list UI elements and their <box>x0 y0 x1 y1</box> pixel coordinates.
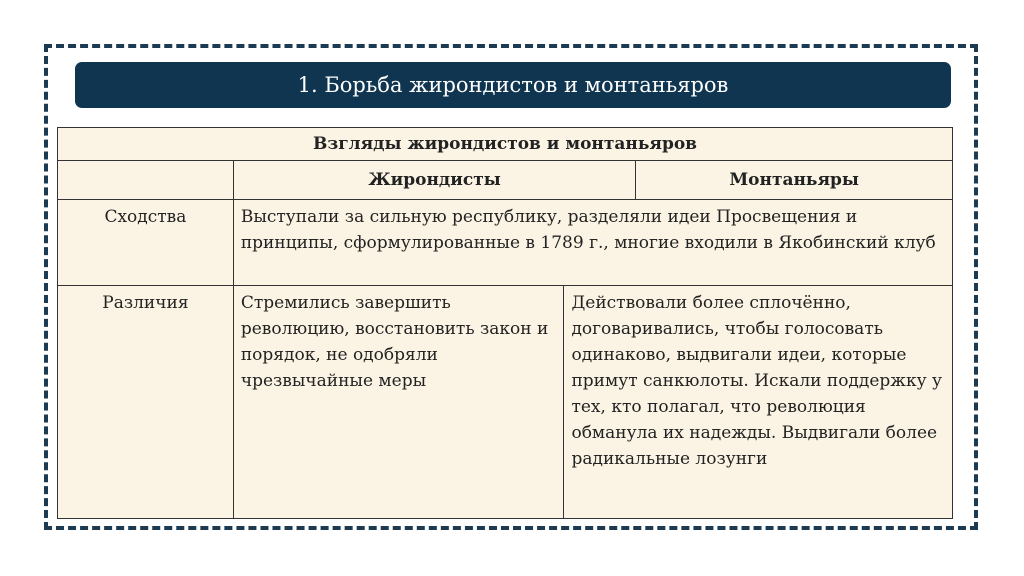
girondins-differences-text: Стремились завершить революцию, восстановить закон и порядок, не одобряли чрезвычайные меры <box>233 286 564 519</box>
table-caption: Взгляды жирондистов и монтаньяров <box>58 128 953 161</box>
montagnards-differences-text: Действовали более сплочённо, договаривались, чтобы голосовать одинаково, выдвигали идеи, которые примут санкюлоты. Искали поддержку у тех, кто полагал, что революция обманула их надежды. Выдвигали более радикальные лозунги <box>564 286 953 519</box>
row-label-differences: Различия <box>58 286 234 519</box>
table-header-row <box>58 161 953 200</box>
similarities-text: Выступали за сильную республику, разделяли идеи Просвещения и принципы, сформулированные в 1789 г., многие входили в Якобинский клуб <box>233 200 952 286</box>
table-caption-row <box>58 128 953 161</box>
empty-header-cell <box>58 161 234 200</box>
table-row-similarities <box>58 200 953 286</box>
comparison-table <box>57 127 953 519</box>
header-girondins: Жирондисты <box>233 161 635 200</box>
slide-title: 1. Борьба жирондистов и монтаньяров <box>75 62 951 108</box>
row-label-similarities: Сходства <box>58 200 234 286</box>
header-montagnards: Монтаньяры <box>636 161 953 200</box>
table-row-differences <box>58 286 953 519</box>
